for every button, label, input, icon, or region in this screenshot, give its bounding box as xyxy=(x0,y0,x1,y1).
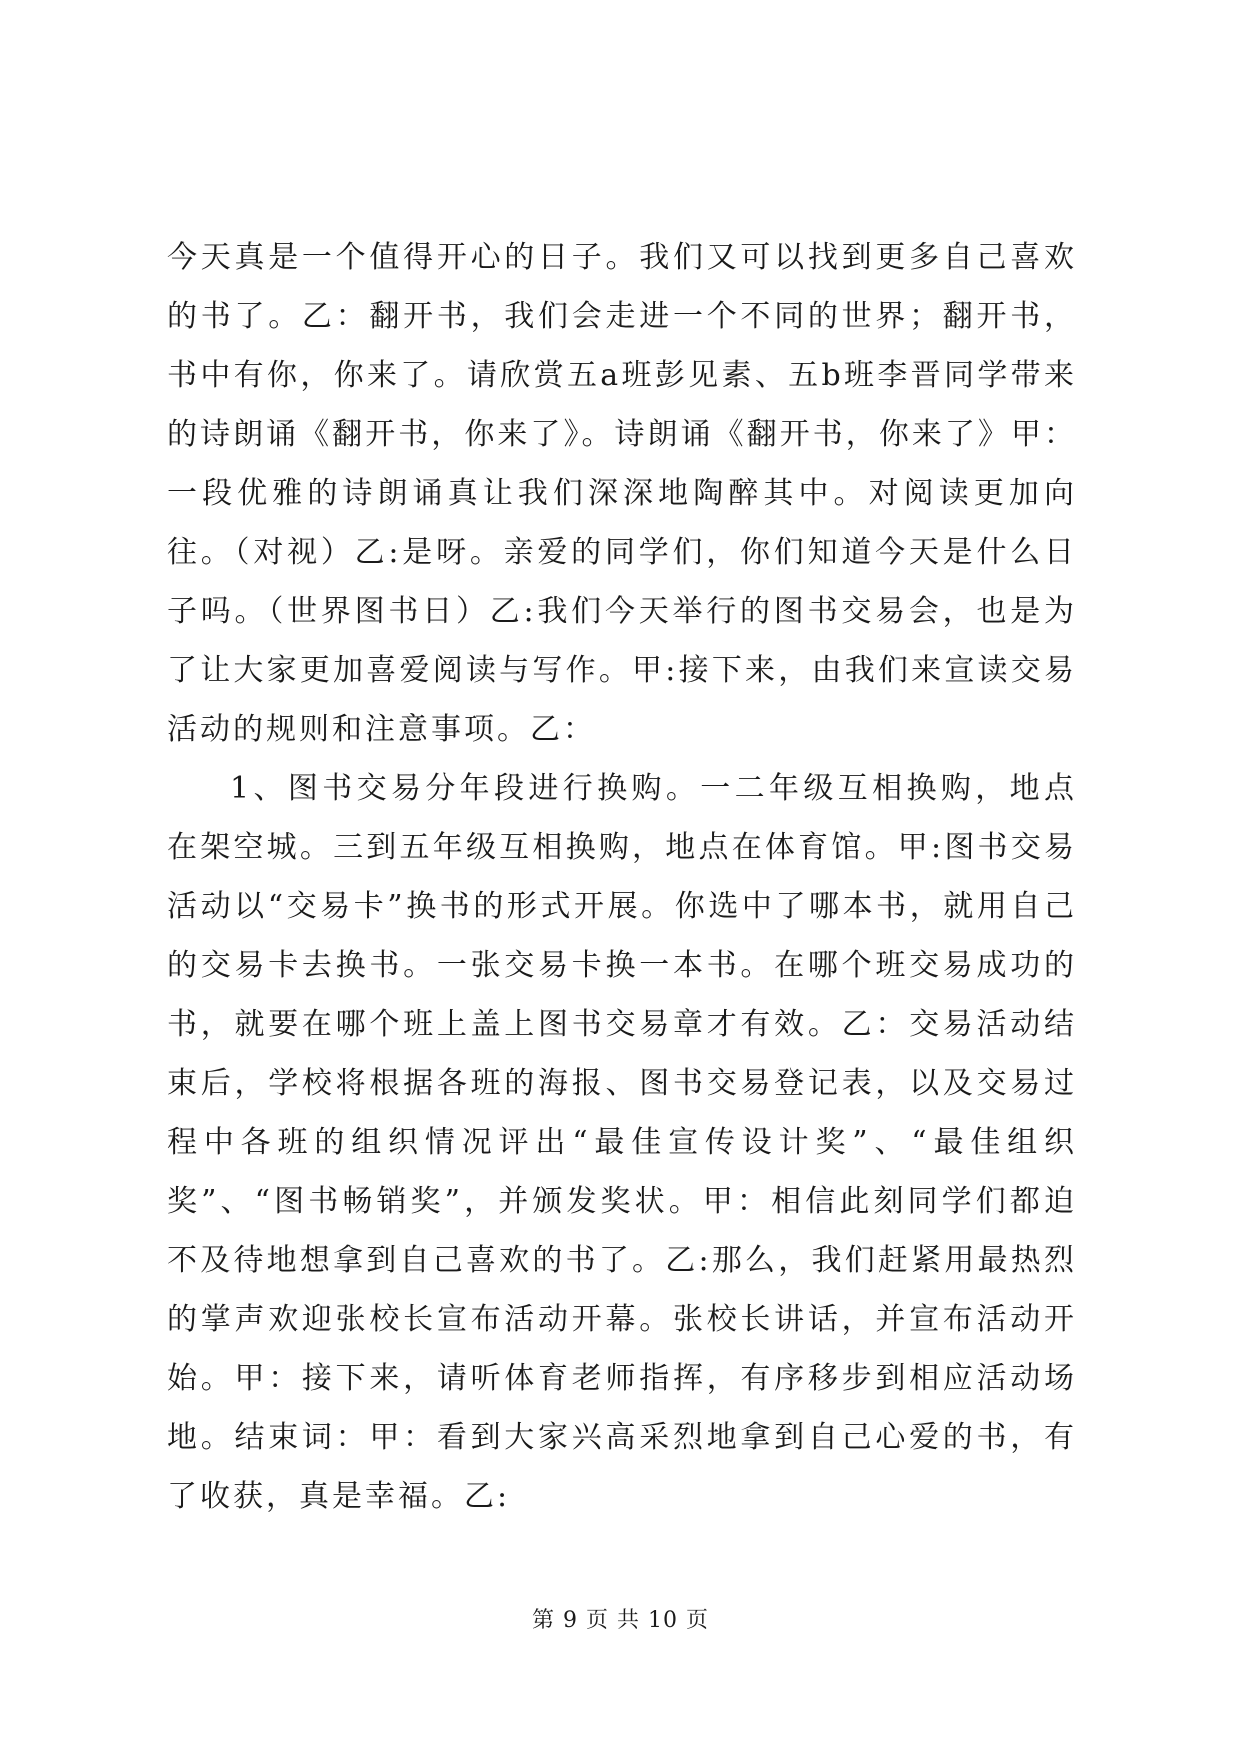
document-body xyxy=(167,228,1077,1526)
paragraph-2: 1、图书交易分年段进行换购。一二年级互相换购，地点在架空城。三到五年级互相换购，地点在体育馆。甲:图书交易活动以“交易卡”换书的形式开展。你选中了哪本书，就用自己的交易卡去换书。一张交易卡换一本书。在哪个班交易成功的书，就要在哪个班上盖上图书交易章才有效。乙：交易活动结束后，学校将根据各班的海报、图书交易登记表，以及交易过程中各班的组织情况评出“最佳宣传设计奖”、“最佳组织奖”、“图书畅销奖”，并颁发奖状。甲：相信此刻同学们都迫不及待地想拿到自己喜欢的书了。乙:那么，我们赶紧用最热烈的掌声欢迎张校长宣布活动开幕。张校长讲话，并宣布活动开始。甲：接下来，请听体育老师指挥，有序移步到相应活动场地。结束词：甲：看到大家兴高采烈地拿到自己心爱的书，有了收获，真是幸福。乙: xyxy=(167,771,1077,1514)
paragraph-1: 今天真是一个值得开心的日子。我们又可以找到更多自己喜欢的书了。乙：翻开书，我们会走进一个不同的世界；翻开书，书中有你，你来了。请欣赏五a班彭见素、五b班李晋同学带来的诗朗诵《翻开书，你来了》。诗朗诵《翻开书，你来了》甲：一段优雅的诗朗诵真让我们深深地陶醉其中。对阅读更加向往。（对视）乙:是呀。亲爱的同学们，你们知道今天是什么日子吗。（世界图书日）乙:我们今天举行的图书交易会，也是为了让大家更加喜爱阅读与写作。甲:接下来，由我们来宣读交易活动的规则和注意事项。乙： xyxy=(167,240,1077,747)
page-footer: 第 9 页 共 10 页 xyxy=(532,1608,709,1633)
